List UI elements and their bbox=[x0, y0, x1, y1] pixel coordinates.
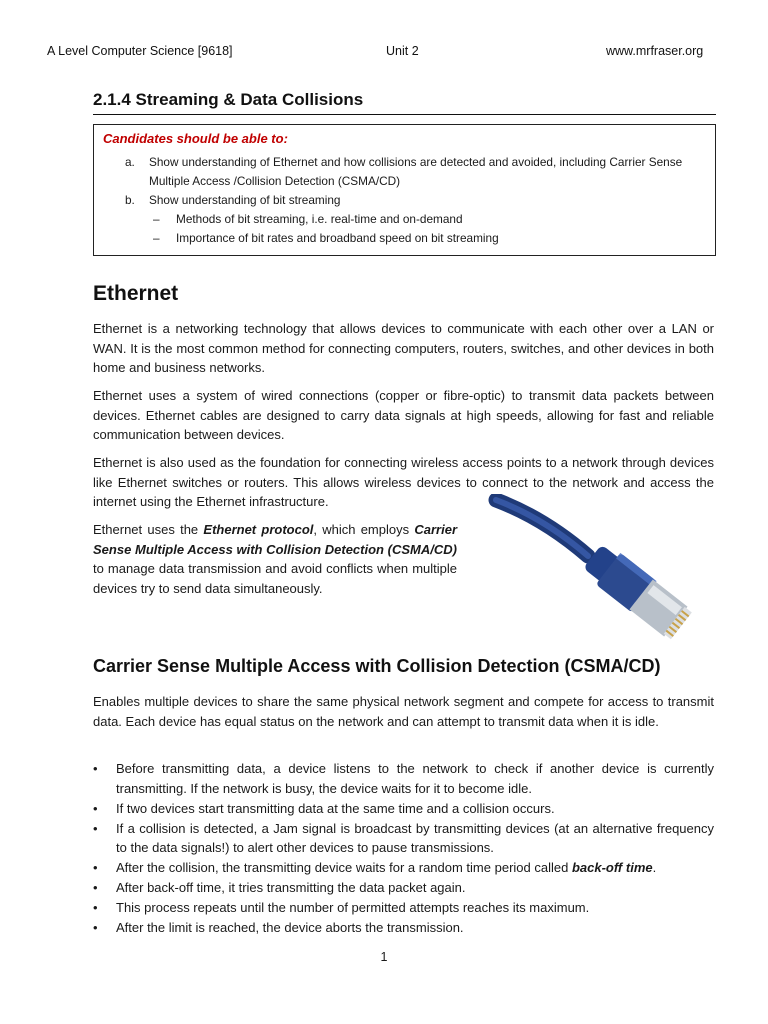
objectives-box bbox=[93, 124, 716, 256]
ethernet-paragraph-3: Ethernet is also used as the foundation for connecting wireless access points to a network through devices like Ethernet switches or routers. This allows wireless devices to connect to the network and access the internet using the Ethernet infrastructure. bbox=[93, 455, 714, 509]
bullet-marker: • bbox=[93, 920, 98, 935]
page-number: 1 bbox=[380, 950, 388, 964]
ethernet-paragraph-1: Ethernet is a networking technology that allows devices to communicate with each other over a LAN or WAN. It is the most common method for connecting computers, routers, switches, and other devices in both home and business networks. bbox=[93, 321, 714, 375]
objective-a-text: Show understanding of Ethernet and how collisions are detected and avoided, including Carrier Sense Multiple Access /Collision Detection (CSMA/CD) bbox=[149, 155, 683, 188]
list-item bbox=[93, 759, 714, 798]
list-item bbox=[93, 799, 714, 819]
objective-b-sub1 bbox=[103, 210, 706, 229]
list-item-text: After back-off time, it tries transmitting the data packet again. bbox=[116, 880, 466, 895]
list-item-text: After the collision, the transmitting device waits for a random time period called bbox=[116, 860, 572, 875]
ethernet-protocol-term: Ethernet protocol bbox=[203, 522, 314, 537]
objective-a bbox=[103, 153, 706, 191]
list-item-text: If two devices start transmitting data at the same time and a collision occurs. bbox=[116, 800, 555, 816]
header-unit: Unit 2 bbox=[386, 44, 419, 58]
p4-text-e: to manage data transmission and avoid conflicts when multiple devices try to send data simultaneously. bbox=[93, 561, 457, 596]
header-website[interactable]: www.mrfraser.org bbox=[606, 44, 704, 58]
bullet-marker: • bbox=[93, 761, 98, 776]
p4-text-a: Ethernet uses the bbox=[93, 522, 204, 537]
ethernet-paragraph-4 bbox=[93, 520, 457, 598]
list-item-text: If a collision is detected, a Jam signal is broadcast by transmitting devices (at an alternative frequency to the data signals!) to alert other devices to pause transmissions. bbox=[116, 820, 714, 855]
bullet-marker: • bbox=[93, 900, 98, 915]
section-title-rule bbox=[93, 114, 716, 115]
dash-marker: – bbox=[153, 212, 160, 226]
ethernet-heading: Ethernet bbox=[93, 282, 179, 305]
list-item bbox=[93, 858, 714, 878]
objective-b bbox=[103, 191, 706, 210]
csma-steps-list bbox=[93, 759, 714, 938]
header-course-title: A Level Computer Science [9618] bbox=[47, 44, 233, 58]
list-item-text-end: . bbox=[652, 860, 657, 875]
list-item-text: This process repeats until the number of permitted attempts reaches its maximum. bbox=[116, 900, 590, 915]
objective-b-label: b. bbox=[125, 193, 135, 207]
csma-cd-heading: Carrier Sense Multiple Access with Collision Detection (CSMA/CD) bbox=[93, 656, 661, 676]
ethernet-paragraph-2: Ethernet uses a system of wired connections (copper or fibre-optic) to transmit data packets between devices. Ethernet cables are designed to carry data signals at high speeds, allowing for fast and reliable communication between devices. bbox=[93, 388, 714, 442]
objective-b-text: Show understanding of bit streaming bbox=[149, 193, 341, 207]
list-item bbox=[93, 819, 714, 858]
csma-cd-term: Carrier Sense Multiple Access with Collision Detection (CSMA/CD) bbox=[93, 522, 457, 557]
ethernet-cable-image bbox=[488, 494, 710, 640]
objective-b-sub2 bbox=[103, 229, 706, 248]
list-item-text: After the limit is reached, the device aborts the transmission. bbox=[116, 920, 464, 935]
objective-a-label: a. bbox=[125, 155, 135, 169]
list-item bbox=[93, 918, 714, 938]
bullet-marker: • bbox=[93, 860, 98, 875]
bullet-marker: • bbox=[93, 800, 98, 816]
objective-b-sub2-text: Importance of bit rates and broadband speed on bit streaming bbox=[176, 231, 499, 245]
csma-intro-paragraph: Enables multiple devices to share the same physical network segment and compete for access to transmit data. Each device has equal status on the network and can attempt to transmit data when it is idle. bbox=[93, 694, 714, 729]
list-item bbox=[93, 898, 714, 918]
list-item-text: Before transmitting data, a device listens to the network to check if another device is currently transmitting. If the network is busy, the device waits for it to become idle. bbox=[116, 761, 714, 796]
objectives-heading: Candidates should be able to: bbox=[103, 131, 288, 146]
section-title: 2.1.4 Streaming & Data Collisions bbox=[93, 90, 364, 109]
bullet-marker: • bbox=[93, 880, 98, 895]
dash-marker: – bbox=[153, 231, 160, 245]
bullet-marker: • bbox=[93, 820, 98, 836]
objective-b-sub1-text: Methods of bit streaming, i.e. real-time and on-demand bbox=[176, 212, 463, 226]
p4-text-c: , which employs bbox=[313, 522, 415, 537]
list-item bbox=[93, 878, 714, 898]
back-off-time-term: back-off time bbox=[571, 860, 653, 875]
